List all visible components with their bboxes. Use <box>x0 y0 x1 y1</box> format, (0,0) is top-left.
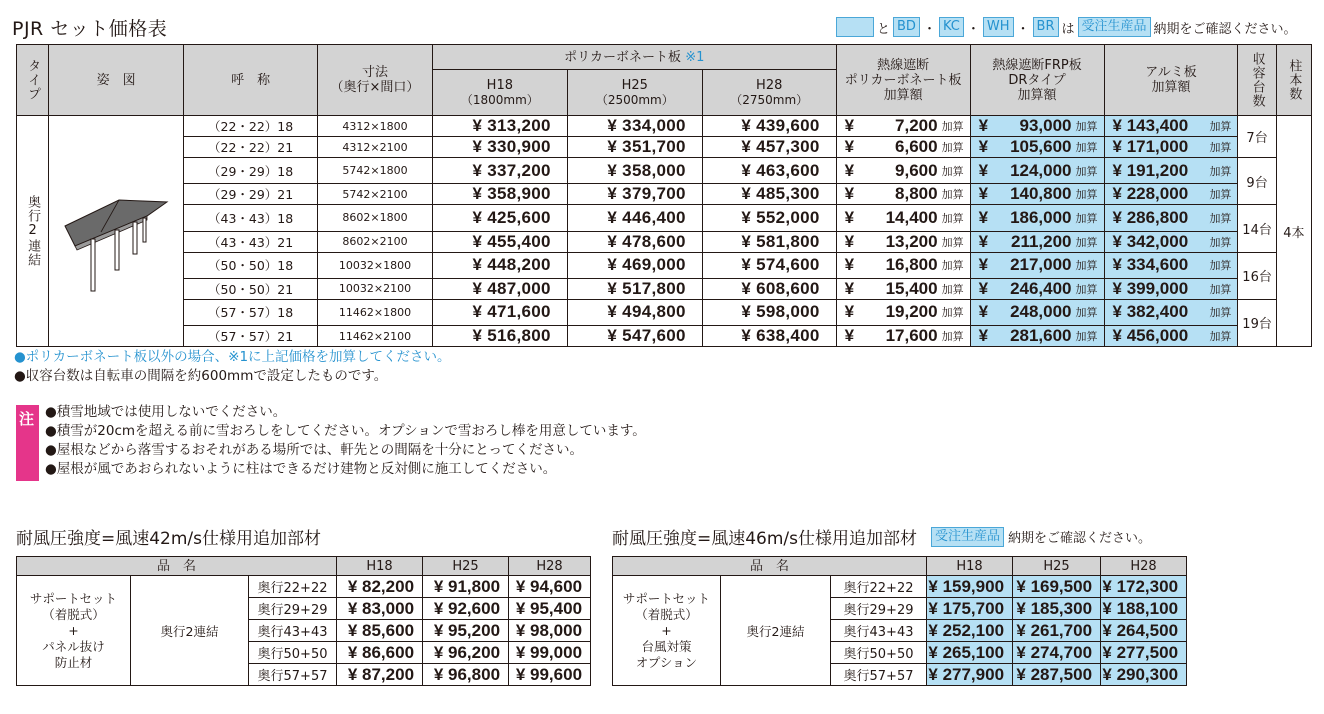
kind-cell: 奥行2連結 <box>721 576 831 686</box>
product-name-cell <box>613 576 721 686</box>
option-price-h25: ¥ 95,200 <box>423 620 509 642</box>
frp-add-value: 211,200 <box>1011 231 1072 251</box>
row-size: 5742×1800 <box>318 158 433 184</box>
yen-sign: ¥ <box>978 116 989 135</box>
price-row <box>17 231 1312 252</box>
legend-and: と <box>877 21 891 37</box>
yen-sign: ¥ <box>978 160 989 180</box>
depth-cell: 奥行22+22 <box>831 576 927 598</box>
row-size: 4312×1800 <box>318 116 433 137</box>
heat-add-cell <box>836 158 970 184</box>
frp-add-cell <box>970 299 1104 325</box>
yen-sign: ¥ <box>978 278 989 298</box>
price-h28: ¥ 463,600 <box>702 158 836 184</box>
kasan-label: 加算 <box>941 164 964 178</box>
alumi-add-cell <box>1104 326 1238 347</box>
frp-add-value: 186,000 <box>1010 207 1072 227</box>
product-name-line: パネル抜け <box>42 638 105 654</box>
yen-sign: ¥ <box>844 326 855 345</box>
kasan-label: 加算 <box>1075 306 1098 320</box>
row-size: 10032×2100 <box>318 278 433 299</box>
heat-add-cell <box>836 252 970 278</box>
option-price-h18: ¥ 265,100 <box>927 642 1013 664</box>
heat-add-cell <box>836 231 970 252</box>
frp-add-cell <box>970 158 1104 184</box>
heat-add-cell <box>836 299 970 325</box>
alumi-add-value: ¥ 191,200 <box>1112 160 1189 180</box>
product-name-line: サポートセット <box>29 590 118 606</box>
option-price-h18: ¥ 86,600 <box>337 642 423 664</box>
alumi-add-value: ¥ 399,000 <box>1112 278 1189 298</box>
option-price-h25: ¥ 96,800 <box>423 664 509 686</box>
header-alumi: アルミ板 加算額 <box>1104 45 1238 116</box>
kasan-label: 加算 <box>1209 141 1232 154</box>
frp-add-cell <box>970 252 1104 278</box>
frp-add-value: 124,000 <box>1010 160 1072 180</box>
heat-add-cell <box>836 326 970 347</box>
price-row <box>17 252 1312 278</box>
alumi-add-value: ¥ 342,000 <box>1112 231 1189 251</box>
note-capacity: ●収容台数は自転車の間隔を約600mmで設定したものです。 <box>14 368 388 384</box>
price-table <box>16 44 1312 347</box>
kasan-label: 加算 <box>1075 259 1098 273</box>
wind46-header-h18: H18 <box>927 557 1013 576</box>
alumi-add-value: ¥ 382,400 <box>1112 302 1189 322</box>
caution-list <box>45 403 646 479</box>
price-h18: ¥ 330,900 <box>432 137 567 158</box>
price-h25: ¥ 446,400 <box>567 205 702 231</box>
capacity-cell: 19台 <box>1238 299 1276 346</box>
product-name-line: + <box>68 622 79 638</box>
product-name-line: （着脱式） <box>42 606 105 622</box>
price-h28: ¥ 581,800 <box>702 231 836 252</box>
kasan-label: 加算 <box>1209 235 1232 249</box>
wind46-title-wrap <box>612 524 1151 549</box>
alumi-add-value: ¥ 228,000 <box>1112 184 1189 204</box>
wind42-header-h25: H25 <box>423 557 509 576</box>
kasan-label: 加算 <box>941 306 964 320</box>
depth-cell: 奥行29+29 <box>831 598 927 620</box>
price-h28: ¥ 598,000 <box>702 299 836 325</box>
capacity-cell: 9台 <box>1238 158 1276 205</box>
caution-item: ●積雪が20cmを超える前に雪おろしをしてください。オプションで雪おろし棒を用意しています。 <box>45 423 646 439</box>
kasan-label: 加算 <box>1209 164 1232 178</box>
depth-cell: 奥行57+57 <box>249 664 337 686</box>
option-price-h28: ¥ 188,100 <box>1101 598 1187 620</box>
kasan-label: 加算 <box>941 259 964 273</box>
option-price-h18: ¥ 83,000 <box>337 598 423 620</box>
kasan-label: 加算 <box>941 141 964 154</box>
option-price-h25: ¥ 92,600 <box>423 598 509 620</box>
kasan-label: 加算 <box>941 188 964 202</box>
frp-add-cell <box>970 278 1104 299</box>
frp-add-cell <box>970 326 1104 347</box>
yen-sign: ¥ <box>844 302 855 322</box>
heat-add-cell <box>836 278 970 299</box>
heat-add-value: 15,400 <box>885 278 938 298</box>
yen-sign: ¥ <box>978 137 989 156</box>
price-h28: ¥ 574,600 <box>702 252 836 278</box>
heat-add-value: 19,200 <box>885 302 938 322</box>
row-size: 4312×2100 <box>318 137 433 158</box>
option-price-h28: ¥ 172,300 <box>1101 576 1187 598</box>
row-code: （50・50）21 <box>184 278 318 299</box>
yen-sign: ¥ <box>844 255 855 275</box>
alumi-add-cell <box>1104 252 1238 278</box>
price-h18: ¥ 313,200 <box>432 116 567 137</box>
kasan-label: 加算 <box>941 120 964 133</box>
product-name-line: （着脱式） <box>635 606 698 622</box>
header-posts: 柱本数 <box>1276 45 1311 116</box>
kasan-label: 加算 <box>1075 120 1098 133</box>
kasan-label: 加算 <box>1209 211 1232 225</box>
option-price-h28: ¥ 99,000 <box>509 642 591 664</box>
price-h18: ¥ 516,800 <box>432 326 567 347</box>
depth-cell: 奥行43+43 <box>249 620 337 642</box>
price-h18: ¥ 471,600 <box>432 299 567 325</box>
heat-add-cell <box>836 116 970 137</box>
option-price-h18: ¥ 277,900 <box>927 664 1013 686</box>
option-price-h18: ¥ 175,700 <box>927 598 1013 620</box>
frp-add-value: 246,400 <box>1010 278 1072 298</box>
option-price-h25: ¥ 169,500 <box>1013 576 1101 598</box>
option-row <box>17 576 591 598</box>
yen-sign: ¥ <box>978 231 989 251</box>
price-h18: ¥ 337,200 <box>432 158 567 184</box>
wind42-header-h18: H18 <box>337 557 423 576</box>
option-price-h18: ¥ 252,100 <box>927 620 1013 642</box>
frp-add-value: 140,800 <box>1010 184 1072 204</box>
row-code: （29・29）18 <box>184 158 318 184</box>
caution-item: ●積雪地域では使用しないでください。 <box>45 404 287 420</box>
wind46-header-h28: H28 <box>1101 557 1187 576</box>
color-badge-br: BR <box>1033 17 1059 37</box>
kasan-label: 加算 <box>1209 120 1232 133</box>
option-price-h18: ¥ 87,200 <box>337 664 423 686</box>
frp-add-value: 217,000 <box>1010 255 1072 275</box>
header-poly-group: ポリカーボネート板 ※1 <box>432 45 836 70</box>
row-size: 10032×1800 <box>318 252 433 278</box>
legend-sep: ・ <box>966 21 980 37</box>
color-badge-wh: WH <box>983 17 1014 37</box>
page-title: PJR セット価格表 <box>12 18 168 40</box>
option-row <box>613 576 1187 598</box>
yen-sign: ¥ <box>978 326 989 345</box>
depth-cell: 奥行57+57 <box>831 664 927 686</box>
alumi-add-cell <box>1104 278 1238 299</box>
price-row <box>17 137 1312 158</box>
option-price-h18: ¥ 85,600 <box>337 620 423 642</box>
alumi-add-value: ¥ 456,000 <box>1112 326 1189 345</box>
posts-cell: 4本 <box>1276 116 1311 347</box>
alumi-add-value: ¥ 171,000 <box>1112 137 1189 156</box>
product-name-line: + <box>661 622 672 638</box>
yen-sign: ¥ <box>844 116 855 135</box>
kasan-label: 加算 <box>1075 188 1098 202</box>
price-h25: ¥ 517,800 <box>567 278 702 299</box>
yen-sign: ¥ <box>978 184 989 204</box>
price-h25: ¥ 547,600 <box>567 326 702 347</box>
price-h28: ¥ 485,300 <box>702 184 836 205</box>
row-code: （57・57）18 <box>184 299 318 325</box>
depth-cell: 奥行50+50 <box>831 642 927 664</box>
alumi-add-value: ¥ 334,600 <box>1112 255 1189 275</box>
price-row <box>17 299 1312 325</box>
header-name: 呼 称 <box>184 45 318 116</box>
header-figure: 姿 図 <box>49 45 184 116</box>
kasan-label: 加算 <box>1075 211 1098 225</box>
order-made-badge: 受注生産品 <box>931 527 1004 547</box>
header-heat-poly: 熱線遮断 ポリカーボネート板 加算額 <box>836 45 970 116</box>
row-size: 11462×1800 <box>318 299 433 325</box>
yen-sign: ¥ <box>978 302 989 322</box>
type-label: 奥行2連結 <box>25 195 41 267</box>
frp-add-cell <box>970 116 1104 137</box>
price-h25: ¥ 351,700 <box>567 137 702 158</box>
option-price-h28: ¥ 277,500 <box>1101 642 1187 664</box>
option-price-h28: ¥ 290,300 <box>1101 664 1187 686</box>
note-poly: ●ポリカーボネート板以外の場合、※1に上記価格を加算してください。 <box>14 349 451 365</box>
row-code: （43・43）18 <box>184 205 318 231</box>
price-h25: ¥ 358,000 <box>567 158 702 184</box>
caution-label: 注 <box>19 410 35 428</box>
wind46-title: 耐風圧強度=風速46m/s仕様用追加部材 <box>612 529 918 549</box>
row-code: （57・57）21 <box>184 326 318 347</box>
row-code: （43・43）21 <box>184 231 318 252</box>
depth-cell: 奥行29+29 <box>249 598 337 620</box>
heat-add-value: 17,600 <box>885 326 938 345</box>
option-price-h28: ¥ 264,500 <box>1101 620 1187 642</box>
price-h28: ¥ 457,300 <box>702 137 836 158</box>
legend-wa: は <box>1061 21 1075 37</box>
row-size: 8602×2100 <box>318 231 433 252</box>
kasan-label: 加算 <box>1209 306 1232 320</box>
price-h25: ¥ 494,800 <box>567 299 702 325</box>
alumi-add-cell <box>1104 158 1238 184</box>
yen-sign: ¥ <box>844 137 855 156</box>
kasan-label: 加算 <box>1209 259 1232 273</box>
caution-item: ●屋根が風であおられないように柱はできるだけ建物と反対側に施工してください。 <box>45 461 557 477</box>
option-price-h25: ¥ 96,200 <box>423 642 509 664</box>
kasan-label: 加算 <box>1209 188 1232 202</box>
wind46-confirm: 納期をご確認ください。 <box>1008 531 1152 546</box>
wind42-title: 耐風圧強度=風速42m/s仕様用追加部材 <box>16 529 322 549</box>
frp-add-value: 105,600 <box>1010 137 1072 156</box>
yen-sign: ¥ <box>844 207 855 227</box>
product-name-line: 台風対策 <box>641 638 692 654</box>
kasan-label: 加算 <box>1209 282 1232 296</box>
price-h28: ¥ 638,400 <box>702 326 836 347</box>
kasan-label: 加算 <box>1075 330 1098 343</box>
legend-confirm: 納期をご確認ください。 <box>1153 21 1297 37</box>
carport-illustration-icon <box>49 116 181 342</box>
alumi-add-cell <box>1104 299 1238 325</box>
alumi-add-cell <box>1104 184 1238 205</box>
price-h28: ¥ 439,600 <box>702 116 836 137</box>
wind42-header-name: 品 名 <box>17 557 337 576</box>
row-code: （29・29）21 <box>184 184 318 205</box>
depth-cell: 奥行50+50 <box>249 642 337 664</box>
kasan-label: 加算 <box>1075 141 1098 154</box>
yen-sign: ¥ <box>978 255 989 275</box>
option-price-h25: ¥ 91,800 <box>423 576 509 598</box>
row-code: （22・22）18 <box>184 116 318 137</box>
option-price-h28: ¥ 94,600 <box>509 576 591 598</box>
price-row <box>17 205 1312 231</box>
capacity-cell: 16台 <box>1238 252 1276 299</box>
kasan-label: 加算 <box>941 211 964 225</box>
option-price-h18: ¥ 82,200 <box>337 576 423 598</box>
heat-add-cell <box>836 137 970 158</box>
option-price-h25: ¥ 287,500 <box>1013 664 1101 686</box>
frp-add-cell <box>970 231 1104 252</box>
heat-add-value: 14,400 <box>885 207 938 227</box>
kasan-label: 加算 <box>941 330 964 343</box>
option-price-h18: ¥ 159,900 <box>927 576 1013 598</box>
price-h18: ¥ 487,000 <box>432 278 567 299</box>
kind-cell: 奥行2連結 <box>131 576 249 686</box>
product-name-line: サポートセット <box>622 590 711 606</box>
order-swatch <box>836 17 874 37</box>
wind46-table <box>612 556 1187 686</box>
frp-add-value: 93,000 <box>1019 116 1072 135</box>
heat-add-value: 6,600 <box>895 137 938 156</box>
option-price-h28: ¥ 95,400 <box>509 598 591 620</box>
heat-add-value: 13,200 <box>885 231 938 251</box>
kasan-label: 加算 <box>1075 235 1098 249</box>
price-row <box>17 116 1312 137</box>
frp-add-value: 248,000 <box>1010 302 1072 322</box>
frp-add-cell <box>970 137 1104 158</box>
depth-cell: 奥行43+43 <box>831 620 927 642</box>
alumi-add-cell <box>1104 231 1238 252</box>
product-name-line: オプション <box>635 654 698 670</box>
price-h18: ¥ 425,600 <box>432 205 567 231</box>
frp-add-value: 281,600 <box>1010 326 1072 345</box>
depth-cell: 奥行22+22 <box>249 576 337 598</box>
capacity-cell: 14台 <box>1238 205 1276 252</box>
price-row <box>17 184 1312 205</box>
header-h25: H25 （2500mm） <box>567 70 702 116</box>
order-legend <box>836 16 1297 38</box>
product-name-line: 防止材 <box>54 654 93 670</box>
alumi-add-cell <box>1104 137 1238 158</box>
color-badge-kc: KC <box>939 17 964 37</box>
kasan-label: 加算 <box>941 282 964 296</box>
option-price-h25: ¥ 185,300 <box>1013 598 1101 620</box>
yen-sign: ¥ <box>844 160 855 180</box>
header-capacity: 収容台数 <box>1238 45 1276 116</box>
price-h18: ¥ 455,400 <box>432 231 567 252</box>
kasan-label: 加算 <box>941 235 964 249</box>
row-size: 8602×1800 <box>318 205 433 231</box>
type-cell <box>17 116 49 347</box>
price-h25: ¥ 478,600 <box>567 231 702 252</box>
alumi-add-cell <box>1104 116 1238 137</box>
kasan-label: 加算 <box>1075 164 1098 178</box>
heat-add-value: 16,800 <box>885 255 938 275</box>
order-made-badge: 受注生産品 <box>1078 17 1151 37</box>
row-size: 5742×2100 <box>318 184 433 205</box>
frp-add-cell <box>970 184 1104 205</box>
notes <box>14 348 451 386</box>
price-h18: ¥ 358,900 <box>432 184 567 205</box>
option-price-h25: ¥ 261,700 <box>1013 620 1101 642</box>
yen-sign: ¥ <box>978 207 989 227</box>
price-h28: ¥ 608,600 <box>702 278 836 299</box>
row-code: （22・22）21 <box>184 137 318 158</box>
header-h18: H18 （1800mm） <box>432 70 567 116</box>
yen-sign: ¥ <box>844 231 855 251</box>
alumi-add-value: ¥ 143,400 <box>1112 116 1189 135</box>
color-badge-bd: BD <box>893 17 920 37</box>
wind46-header-h25: H25 <box>1013 557 1101 576</box>
figure-cell <box>49 116 184 347</box>
alumi-add-cell <box>1104 205 1238 231</box>
header-h28: H28 （2750mm） <box>702 70 836 116</box>
heat-add-cell <box>836 184 970 205</box>
heat-add-value: 8,800 <box>895 184 938 204</box>
price-h25: ¥ 379,700 <box>567 184 702 205</box>
price-h18: ¥ 448,200 <box>432 252 567 278</box>
wind46-header-name: 品 名 <box>613 557 927 576</box>
product-name-cell <box>17 576 131 686</box>
heat-add-value: 9,600 <box>895 160 938 180</box>
wind42-header-h28: H28 <box>509 557 591 576</box>
price-h28: ¥ 552,000 <box>702 205 836 231</box>
frp-add-cell <box>970 205 1104 231</box>
price-h25: ¥ 334,000 <box>567 116 702 137</box>
yen-sign: ¥ <box>844 184 855 204</box>
price-row <box>17 158 1312 184</box>
kasan-label: 加算 <box>1209 330 1232 343</box>
heat-add-cell <box>836 205 970 231</box>
row-code: （50・50）18 <box>184 252 318 278</box>
wind42-table <box>16 556 591 686</box>
price-row <box>17 326 1312 347</box>
legend-sep: ・ <box>922 21 936 37</box>
capacity-cell: 7台 <box>1238 116 1276 158</box>
price-row <box>17 278 1312 299</box>
option-price-h28: ¥ 98,000 <box>509 620 591 642</box>
kasan-label: 加算 <box>1075 282 1098 296</box>
price-h25: ¥ 469,000 <box>567 252 702 278</box>
option-price-h25: ¥ 274,700 <box>1013 642 1101 664</box>
header-type: タイプ <box>17 45 49 116</box>
caution-item: ●屋根などから落雪するおそれがある場所では、軒先との間隔を十分にとってください。 <box>45 442 584 458</box>
header-size: 寸法 （奥行×間口） <box>318 45 433 116</box>
row-size: 11462×2100 <box>318 326 433 347</box>
header-frp: 熱線遮断FRP板 DRタイプ 加算額 <box>970 45 1104 116</box>
alumi-add-value: ¥ 286,800 <box>1112 207 1189 227</box>
heat-add-value: 7,200 <box>895 116 938 135</box>
yen-sign: ¥ <box>844 278 855 298</box>
option-price-h28: ¥ 99,600 <box>509 664 591 686</box>
legend-sep: ・ <box>1016 21 1030 37</box>
